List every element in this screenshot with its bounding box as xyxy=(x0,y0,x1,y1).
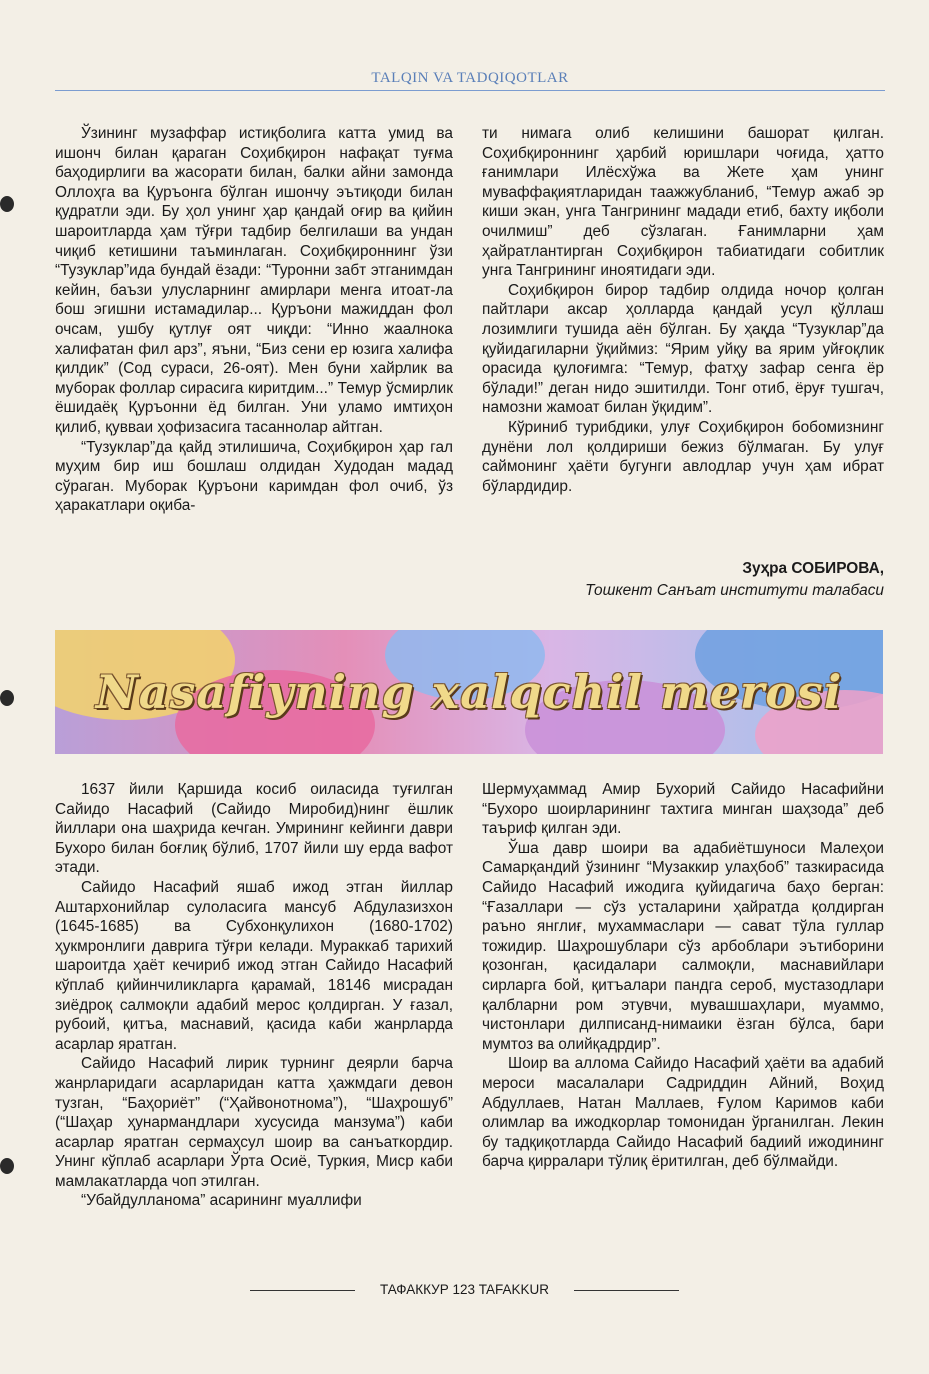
paragraph: ти нимага олиб келишини башорат қилган. Соҳибқироннинг ҳарбий юришлари чоғида, ҳатто ғанимлари Илёсхўжа ва Жете ҳам унинг муваффақиятларидан таажжубланиб, “Темур ажаб эр киши экан, унга Тангрининг мадади етиб, бахту иқболи очилмиш” деб сўзлаган. Ғанимларни ҳам ҳайратлантирган Соҳибқирон табиатидаги собитлик унга Тангрининг иноятидаги эди. xyxy=(482,125,884,280)
paragraph: Соҳибқирон бирор тадбир олдида ночор қолган пайтлари аксар ҳолларда қандай усул қўллаш лозимлиги тушида аён бўлган. Бу ҳақда “Тузуклар”да қуйидагиларни ўқиймиз: “Ярим уйқу ва ярим уйғоқлик орасида қулоғимга: “Темур, фатҳу зафар сенга ёр бўлади!” деган нидо эшитилди. Тонг отиб, ёруғ тушгач, намозни жамоат билан ўқидим”. xyxy=(482,281,884,417)
paragraph: Сайидо Насафий лирик турнинг деярли барча жанрларидаги асарларидан катта ҳажмдаги девон тузган, “Баҳориёт” (“Ҳайвонотнома”), “Шаҳрошуб” (“Шаҳар ҳунармандлари хусусида манзума”) каби асарлар яратган сермаҳсул шоир ва санъаткордир. Унинг кўплаб асарлари Ўрта Осиё, Туркия, Миср каби мамлакатларда чоп этилган. xyxy=(55,1055,453,1190)
article1-left-column xyxy=(55,124,453,516)
author-name: Зуҳра СОБИРОВА, xyxy=(742,560,884,577)
author-affiliation: Тошкент Санъат институти талабаси xyxy=(585,582,884,599)
header-rule xyxy=(55,90,885,91)
running-head: TALQIN VA TADQIQOTLAR xyxy=(371,70,569,86)
author-signature xyxy=(482,558,884,602)
footer-rule xyxy=(574,1290,679,1291)
paragraph: 1637 йили Қаршида косиб оиласида туғилган Сайидо Насафий (Сайидо Миробид)нинг ёшлик йиллари она шаҳрида кечган. Умрининг кейинги даври Бухоро билан боғлиқ бўлиб, 1707 йили шу ерда вафот этади. xyxy=(55,781,453,877)
page-footer: ТАФАККУР 123 TAFAKKUR xyxy=(379,1282,550,1297)
article1-right-column xyxy=(482,124,884,496)
paragraph: “Убайдулланома” асарининг муаллифи xyxy=(81,1192,362,1210)
paragraph: Ўша давр шоири ва адабиётшуноси Малеҳои Самарқандий ўзининг “Музаккир улаҳбоб” тазкирасида Сайидо Насафий ижодига қуйидагича баҳо берган: “Ғазаллари — сўз усталарини ҳайратда қолдирган раъно янглиғ, мухаммаслари — сават тўла гуллар тожидир. Шаҳрошублари сўз арбоблари эътиборини қозонган, қасидалари салмоқли, маснавийлари сирларга бой, қитъалари пандга сероб, мустазодлари қалбларни ром этувчи, мувашшаҳлари, муаммо, чистонлари дилписанд-нимаики ёзган бўлса, бари мумтоз ва олийқадрдир”. xyxy=(482,839,884,1053)
binder-hole xyxy=(0,1158,14,1174)
paragraph: Сайидо Насафий яшаб ижод этган йиллар Аштархонийлар сулоласига мансуб Абдулазизхон (1645-1685) ва Субхонқулихон (1680-1702) ҳукмронлиги даврига тўғри келади. Мураккаб тарихий шароитда ҳаёт кечириб ижод этган Сайидо Насафий кўплаб қийинчиликларга қарамай, 18146 мисрадан зиёдроқ салмоқли адабий мерос қолдирган. У ғазал, рубоий, қитъа, маснавий, қасида каби жанрларда асарлар яратган. xyxy=(55,878,453,1053)
paragraph: Ўзининг музаффар истиқболига катта умид ва ишонч билан қараган Соҳибқирон нафақат туғма баҳодирлиги ва жасорати билан, балки айни замонда Оллоҳга ва Қуръонга бўлган ишончу эътиқоди билан қудратли эди. Бу ҳол унинг ҳар қандай оғир ва қийин шароитларда ҳам тўғри тадбир белгилаши ва ундан чиқиб кетишини таъминлаган. Соҳибқироннинг ўзи “Тузуклар”ида бундай ёзади: “Туронни забт этганимдан кейин, баъзи улусларнинг амирлари менга итоат-ла бош эгишни истамадилар... Қуръони мажиддан фол очсам, ушбу қутлуғ оят чиқди: “Инно жаалнока халифатан фил арз”, яъни, “Биз сени ер юзига халифа қилдик” (Сод сураси, 26-оят). Мен буни хайрлик ва муборак фоллар сирасига киритдим...” Темур ўсмирлик ёшидаёқ Қуръонни ёд билган. Уни уламо имтиҳон қилиб, қувваи ҳофизасига тасаннолар айтган. xyxy=(55,125,453,436)
binder-hole xyxy=(0,196,14,212)
article2-left-column xyxy=(55,780,453,1211)
binder-hole xyxy=(0,690,14,706)
article-title: Nasafiyning xalqchil merosi xyxy=(95,665,843,719)
paragraph: Шоир ва аллома Сайидо Насафий ҳаёти ва адабий мероси масалалари Садриддин Айний, Воҳид Абдуллаев, Натан Маллаев, Ғулом Каримов каби олимлар ва ижодкорлар томонидан ўрганилган. Лекин бу тадқиқотларда Сайидо Насафий бадиий ижодининг барча қирралари тўлиқ ёритилган, деб бўлмайди. xyxy=(482,1055,884,1171)
article2-right-column xyxy=(482,780,884,1172)
article-title-banner xyxy=(55,630,883,754)
footer-rule xyxy=(250,1290,355,1291)
paragraph: Кўриниб турибдики, улуғ Соҳибқирон бобомизнинг дунёни лол қолдириши бежиз бўлмаган. Бу улуғ саймонинг ҳаёти бугунги авлодлар учун ҳам ибрат бўлардидир. xyxy=(482,418,884,495)
paragraph: Шермуҳаммад Амир Бухорий Сайидо Насафийни “Бухоро шоирларининг тахтига минган шаҳзода” деб таъриф қилган эди. xyxy=(482,781,884,838)
paragraph: “Тузуклар”да қайд этилишича, Соҳибқирон ҳар гал муҳим бир иш бошлаш олдидан Худодан мадад сўраган. Муборак Қуръони каримдан фол очиб, ўз ҳаракатлари оқиба- xyxy=(55,438,453,515)
